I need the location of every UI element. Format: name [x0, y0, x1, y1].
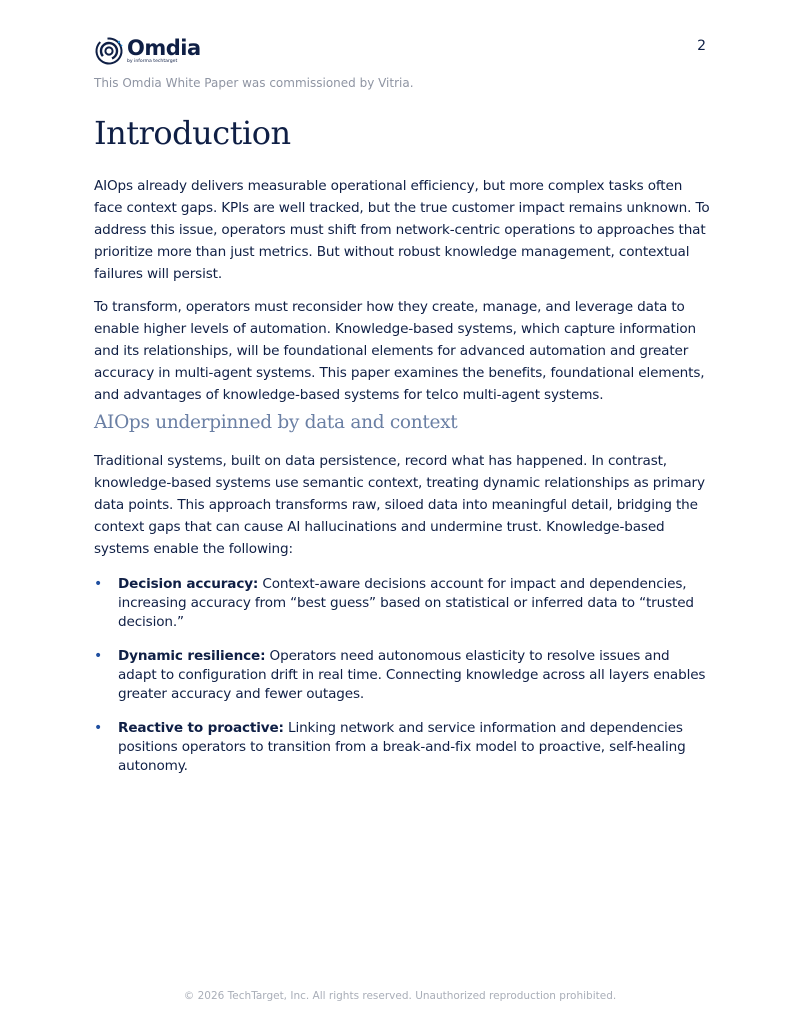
page-title: Introduction: [94, 114, 291, 152]
copyright-footer: © 2026 TechTarget, Inc. All rights reserved. Unauthorized reproduction prohibited.: [183, 990, 617, 1002]
bullet-text: Operators need autonomous elasticity to resolve issues and adapt to configuration drift in real time. Connecting knowledge across all layers enables greater accuracy and fewer outages.: [118, 648, 706, 702]
section-paragraph: Traditional systems, built on data persistence, record what has happened. In contrast, knowledge-based systems use semantic context, treating dynamic relationships as primary data points. This approach transforms raw, siloed data into meaningful detail, bridging the context gaps that can cause AI hallucinations and undermine trust. Knowledge-based systems enable the following:: [94, 453, 705, 557]
benefits-list: [94, 575, 710, 776]
bullet-title: Reactive to proactive:: [118, 720, 284, 736]
intro-paragraph-2: To transform, operators must reconsider how they create, manage, and leverage data to enable higher levels of automation. Knowledge-based systems, which capture information and its relationships, will be foundational elements for advanced automation and greater accuracy in multi-agent systems. This paper examines the benefits, foundational elements, and advantages of knowledge-based systems for telco multi-agent systems.: [94, 299, 705, 403]
omdia-logo-icon: [94, 36, 124, 66]
bullet-icon: •: [94, 648, 103, 664]
logo-wordmark: Omdia: [127, 35, 201, 60]
list-item: [94, 575, 710, 632]
bullet-title: Decision accuracy:: [118, 576, 259, 592]
intro-paragraph-1: AIOps already delivers measurable operational efficiency, but more complex tasks often face context gaps. KPIs are well tracked, but the true customer impact remains unknown. To address this issue, operators must shift from network-centric operations to approaches that prioritize more than just metrics. But without robust knowledge management, contextual failures will persist.: [94, 178, 710, 282]
bullet-title: Dynamic resilience:: [118, 648, 266, 664]
section-heading: AIOps underpinned by data and context: [94, 412, 458, 433]
omdia-logo: [94, 36, 201, 66]
bullet-text: Context-aware decisions account for impact and dependencies, increasing accuracy from “best guess” based on statistical or inferred data to “trusted decision.”: [118, 576, 694, 630]
logo-byline: by informa techtarget: [127, 58, 178, 64]
list-item: [94, 719, 710, 776]
logo-text: [127, 35, 201, 65]
main-content: [94, 112, 710, 791]
bullet-icon: •: [94, 576, 103, 592]
page-number: 2: [697, 38, 706, 54]
commission-note: This Omdia White Paper was commissioned by Vitria.: [94, 76, 414, 90]
bullet-text: Linking network and service information and dependencies positions operators to transition from a break-and-fix model to proactive, self-healing autonomy.: [118, 720, 686, 774]
list-item: [94, 647, 710, 704]
bullet-icon: •: [94, 720, 103, 736]
